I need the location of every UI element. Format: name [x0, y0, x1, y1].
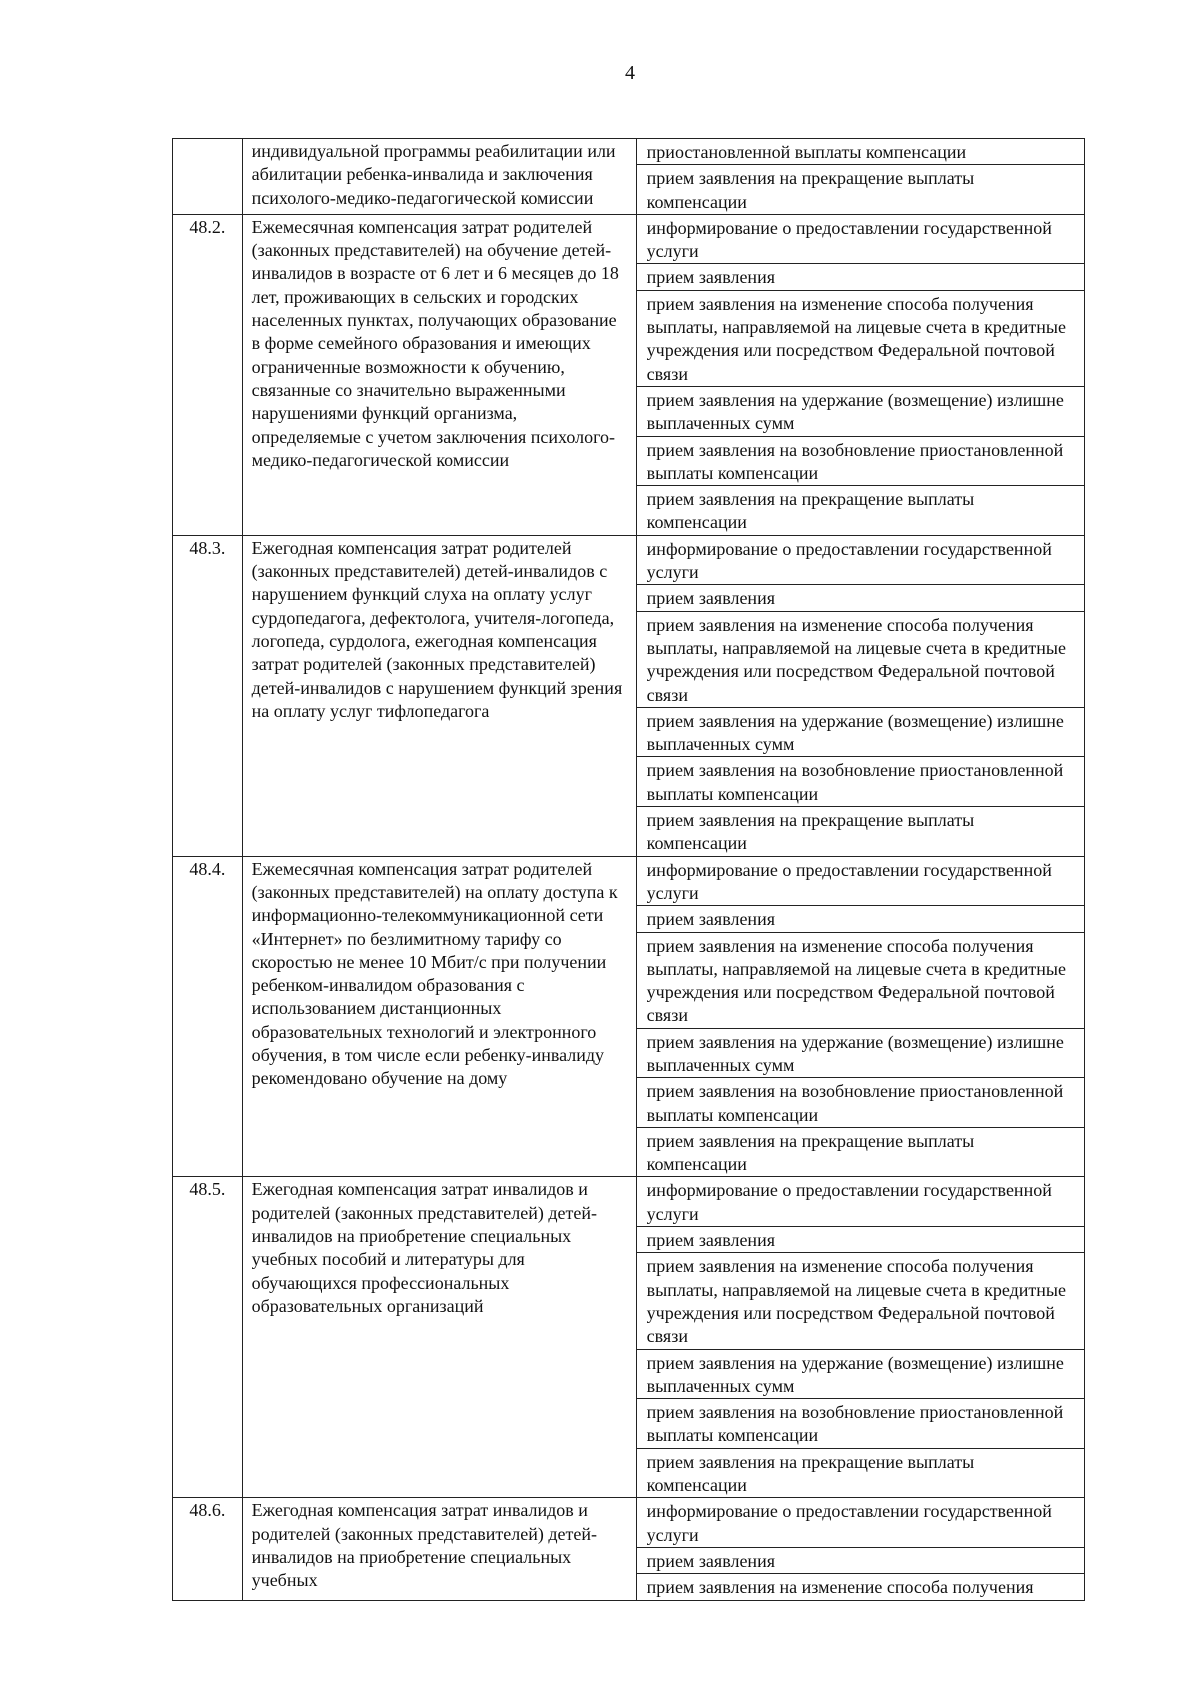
services-table	[172, 138, 1085, 1601]
actions-list	[637, 1498, 1084, 1599]
action-item: прием заявления на изменение способа получения выплаты, направляемой на лицевые счета в кредитные учреждения или посредством Федеральной почтовой связи	[637, 291, 1084, 387]
actions-list	[637, 857, 1084, 1177]
action-item: прием заявления на прекращение выплаты компенсации	[646, 1130, 975, 1175]
service-actions	[636, 535, 1084, 856]
service-description: Ежегодная компенсация затрат инвалидов и родителей (законных представителей) детей-инвалидов на приобретение специальных учебных	[242, 1498, 636, 1600]
action-item: прием заявления на возобновление приостановленной выплаты компенсации	[637, 757, 1084, 807]
action-item: прием заявления на изменение способа получения выплаты, направляемой на лицевые счета в кредитные учреждения или посредством Федеральной почтовой связи	[637, 933, 1084, 1029]
table-row	[173, 856, 1085, 1177]
service-actions	[636, 1498, 1084, 1600]
row-number	[173, 139, 243, 215]
action-item: информирование о предоставлении государственной услуги	[637, 215, 1084, 265]
action-item: прием заявления на возобновление приостановленной выплаты компенсации	[637, 437, 1084, 487]
action-item: прием заявления	[637, 906, 1084, 932]
service-actions	[636, 214, 1084, 535]
services-table-body	[173, 139, 1085, 1601]
row-number: 48.2.	[173, 214, 243, 535]
action-item: прием заявления на прекращение выплаты компенсации	[646, 810, 975, 854]
service-description: Ежегодная компенсация затрат инвалидов и родителей (законных представителей) детей-инвалидов на приобретение специальных учебных пособий и литературы для обучающихся профессиональных образовательных организаций	[242, 1177, 636, 1498]
row-number: 48.5.	[173, 1177, 243, 1498]
action-item: информирование о предоставлении государственной услуги	[637, 857, 1084, 907]
action-item: прием заявления на удержание (возмещение) излишне выплаченных сумм	[637, 1350, 1084, 1400]
service-description: индивидуальной программы реабилитации или абилитации ребенка-инвалида и заключения психолого-медико-педагогической комиссии	[242, 139, 636, 215]
action-item: прием заявления	[637, 264, 1084, 290]
action-item: прием заявления на изменение способа получения выплаты, направляемой на лицевые счета в кредитные учреждения или посредством Федеральной почтовой связи	[637, 1253, 1084, 1349]
service-description: Ежегодная компенсация затрат родителей (законных представителей) детей-инвалидов с нарушением функций слуха на оплату услуг сурдопедагога, дефектолога, учителя-логопеда, логопеда, сурдолога, ежегодная компенсация затрат родителей (законных представителей) детей-инвалидов с нарушением функций зрения на оплату услуг тифлопедагога	[242, 535, 636, 856]
action-item: прием заявления на изменение способа получения	[646, 1577, 1034, 1598]
row-number: 48.4.	[173, 856, 243, 1177]
page-number: 4	[625, 62, 635, 84]
table-row	[173, 139, 1085, 215]
actions-list	[637, 536, 1084, 856]
action-item: прием заявления на удержание (возмещение) излишне выплаченных сумм	[637, 1029, 1084, 1079]
action-item: информирование о предоставлении государственной услуги	[637, 1177, 1084, 1227]
table-row	[173, 1498, 1085, 1600]
service-actions	[636, 139, 1084, 215]
action-item: прием заявления	[637, 1227, 1084, 1253]
action-item: прием заявления на удержание (возмещение) излишне выплаченных сумм	[637, 387, 1084, 437]
service-actions	[636, 1177, 1084, 1498]
action-item: информирование о предоставлении государственной услуги	[637, 1498, 1084, 1548]
action-item: прием заявления на прекращение выплаты компенсации	[646, 1451, 975, 1496]
table-row	[173, 214, 1085, 535]
action-item: прием заявления на возобновление приостановленной выплаты компенсации	[637, 1399, 1084, 1449]
service-description: Ежемесячная компенсация затрат родителей (законных представителей) на обучение детей-инвалидов в возрасте от 6 лет и 6 месяцев до 18 лет, проживающих в сельских и городских населенных пунктах, получающих образование в форме семейного образования и имеющих ограниченные возможности к обучению, связанные со значительно выраженными нарушениями функций организма, определяемые с учетом заключения психолого-медико-педагогической комиссии	[242, 214, 636, 535]
row-number: 48.3.	[173, 535, 243, 856]
service-actions	[636, 856, 1084, 1177]
table-row	[173, 535, 1085, 856]
action-item: информирование о предоставлении государственной услуги	[637, 536, 1084, 586]
row-number: 48.6.	[173, 1498, 243, 1600]
actions-list	[637, 1177, 1084, 1497]
action-item: прием заявления на изменение способа получения выплаты, направляемой на лицевые счета в кредитные учреждения или посредством Федеральной почтовой связи	[637, 612, 1084, 708]
table-row	[173, 1177, 1085, 1498]
action-item: прием заявления	[637, 585, 1084, 611]
actions-list	[637, 139, 1084, 214]
actions-list	[637, 215, 1084, 535]
action-item: прием заявления на прекращение выплаты компенсации	[646, 168, 975, 212]
action-item: прием заявления на прекращение выплаты компенсации	[646, 489, 975, 533]
service-description: Ежемесячная компенсация затрат родителей (законных представителей) на оплату доступа к информационно-телекоммуникационной сети «Интернет» по безлимитному тарифу со скоростью не менее 10 Мбит/с при получении ребенком-инвалидом образования с использованием дистанционных образовательных технологий и электронного обучения, в том числе если ребенку-инвалиду рекомендовано обучение на дому	[242, 856, 636, 1177]
action-item: прием заявления	[637, 1548, 1084, 1574]
action-item: прием заявления на возобновление приостановленной выплаты компенсации	[637, 1078, 1084, 1128]
action-item: прием заявления на удержание (возмещение) излишне выплаченных сумм	[637, 708, 1084, 758]
action-item: приостановленной выплаты компенсации	[637, 139, 1084, 165]
